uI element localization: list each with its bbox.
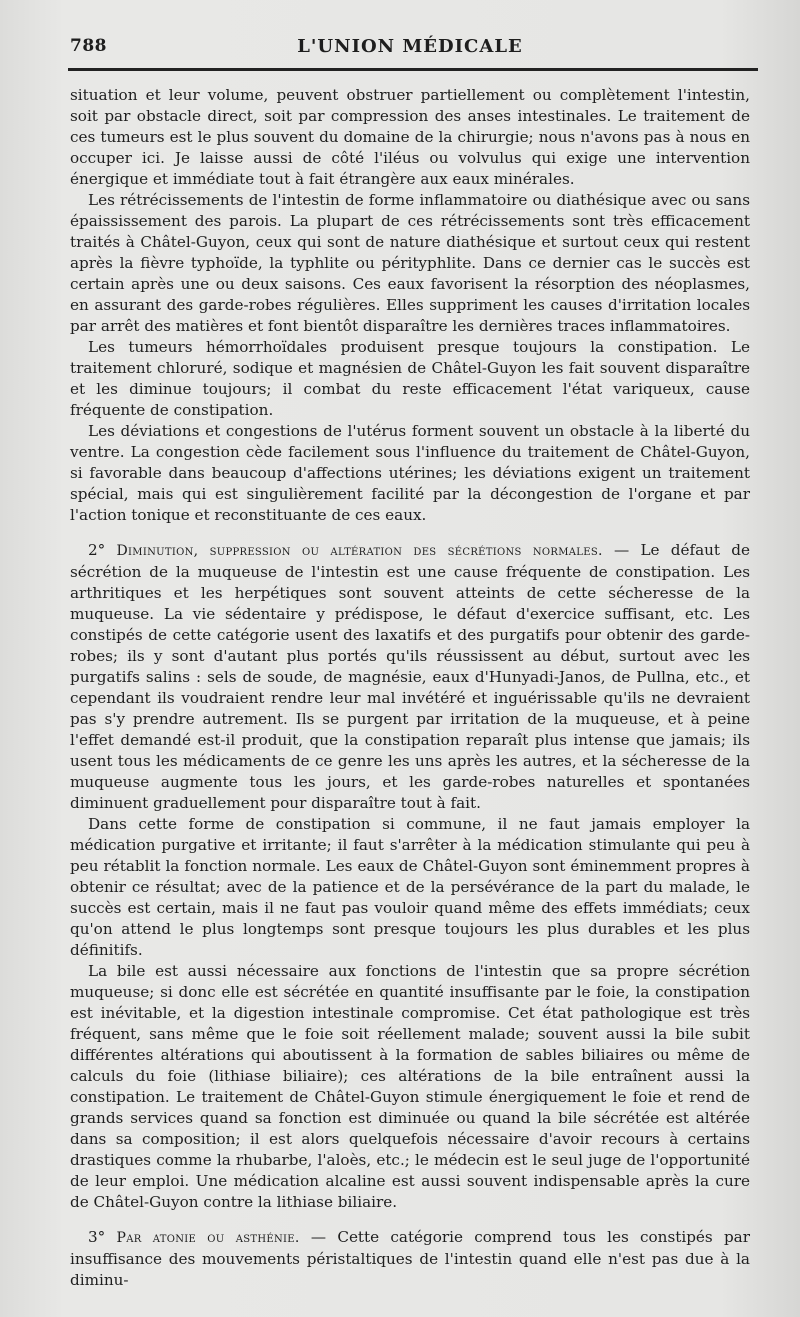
paragraph-text: Les rétrécissements de l'intestin de forme inflammatoire ou diathésique avec ou sans épaississement des parois. La plupart de ces rétrécissements sont très efficacement traités à Châtel-Guyon, ceux qui sont de nature diathésique et surtout ceux qui restent après la fièvre typhoïde, la typhlite ou pérityphlite. Dans ce dernier cas le succès est certain après une ou deux saisons. Ces eaux favorisent la résorption des néoplasmes, en assurant des garde-robes régulières. Elles suppriment les causes d'irritation locales par arrêt des matières et font bientôt disparaître les dernières traces inflammatoires. (70, 191, 750, 335)
section-number: 2° (88, 541, 106, 559)
section-heading: Diminution, suppression ou altération des sécrétions normales. (116, 543, 603, 559)
section-heading: Par atonie ou asthénie. (116, 1230, 300, 1246)
header-rule (68, 68, 758, 71)
paragraph-text: Les déviations et congestions de l'utérus forment souvent un obstacle à la liberté du ventre. La congestion cède facilement sous l'influence du traitement de Châtel-Guyon, si favorable dans beaucoup d'affections utérines; les déviations exigent un traitement spécial, mais qui est singulièrement facilité par la décongestion de l'organe et par l'action tonique et reconstituante de ces eaux. (70, 422, 750, 524)
page-number: 788 (70, 36, 107, 56)
paragraph (70, 421, 750, 526)
paragraph-text: situation et leur volume, peuvent obstruer partiellement ou complètement l'intestin, soit par obstacle direct, soit par compression des anses intestinales. Le traitement de ces tumeurs est le plus souvent du domaine de la chirurgie; nous n'avons pas à nous en occuper ici. Je laisse aussi de côté l'iléus ou volvulus qui exige une intervention énergique et immédiate tout à fait étrangère aux eaux minérales. (70, 86, 750, 188)
paragraph-text: — Le défaut de sécrétion de la muqueuse de l'intestin est une cause fréquente de constipation. Les arthritiques et les herpétiques sont souvent atteints de cette sécheresse de la muqueuse. La vie sédentaire y prédispose, le défaut d'exercice suffisant, etc. Les constipés de cette catégorie usent des laxatifs et des purgatifs pour obtenir des garde-robes; ils y sont d'autant plus portés qu'ils réussissent au début, surtout avec les purgatifs salins : sels de soude, de magnésie, eaux d'Hunyadi-Janos, de Pullna, etc., et cependant ils voudraient rendre leur mal invétéré et inguérissable qu'ils ne devraient pas s'y prendre autrement. Ils se purgent par irritation de la muqueuse, et à peine l'effet demandé est-il produit, que la constipation reparaît plus intense que jamais; ils usent tous les médicaments de ce genre les uns après les autres, et la sécheresse de la muqueuse augmente tous les jours, et les garde-robes naturelles et spontanées diminuent graduellement pour disparaître tout à fait. (70, 541, 751, 812)
paragraph (70, 85, 750, 190)
paragraph-text: La bile est aussi nécessaire aux fonctions de l'intestin que sa propre sécrétion muqueuse; si donc elle est sécrétée en quantité insuffisante par le foie, la constipation est inévitable, et la digestion intestinale compromise. Cet état pathologique est très fréquent, sans même que le foie soit réellement malade; souvent aussi la bile subit différentes altérations qui aboutissent à la formation de sables biliaires ou même de calculs du foie (lithiase biliaire); ces altérations de la bile entraînent aussi la constipation. Le traitement de Châtel-Guyon stimule énergiquement le foie et rend de grands services quand sa fonction est diminuée ou quand la bile sécrétée est altérée dans sa composition; il est alors quelquefois nécessaire d'avoir recours à certains drastiques comme la rhubarbe, l'aloès, etc.; le médecin est le seul juge de l'opportunité de leur emploi. Une médication alcaline est aussi souvent indispensable après la cure de Châtel-Guyon contre la lithiase biliaire. (70, 962, 750, 1211)
paragraph (70, 337, 750, 421)
paragraph (70, 814, 750, 961)
paragraph-text: Dans cette forme de constipation si commune, il ne faut jamais employer la médication purgative et irritante; il faut s'arrêter à la médication stimulante qui peu à peu rétablit la fonction normale. Les eaux de Châtel-Guyon sont éminemment propres à obtenir ce résultat; avec de la patience et de la persévérance de la part du malade, le succès est certain, mais il ne faut pas vouloir quand même des effets immédiats; ceux qu'on attend le plus longtemps sont presque toujours les plus durables et les plus définitifs. (70, 815, 750, 959)
section-number: 3° (88, 1228, 106, 1246)
paragraph-text: — Cette catégorie comprend tous les constipés par insuffisance des mouvements péristaltiques de l'intestin quand elle n'est pas due à la diminu- (70, 1228, 750, 1289)
section-paragraph (70, 1227, 750, 1291)
page-header (70, 36, 750, 64)
section-paragraph (70, 540, 750, 814)
paragraph-text: Les tumeurs hémorrhoïdales produisent presque toujours la constipation. Le traitement chloruré, sodique et magnésien de Châtel-Guyon les fait souvent disparaître et les diminue toujours; il combat du reste efficacement l'état variqueux, cause fréquente de constipation. (70, 338, 750, 419)
paragraph (70, 961, 750, 1213)
paragraph (70, 190, 750, 337)
body-text (70, 85, 750, 1291)
journal-title: L'UNION MÉDICALE (297, 36, 523, 57)
